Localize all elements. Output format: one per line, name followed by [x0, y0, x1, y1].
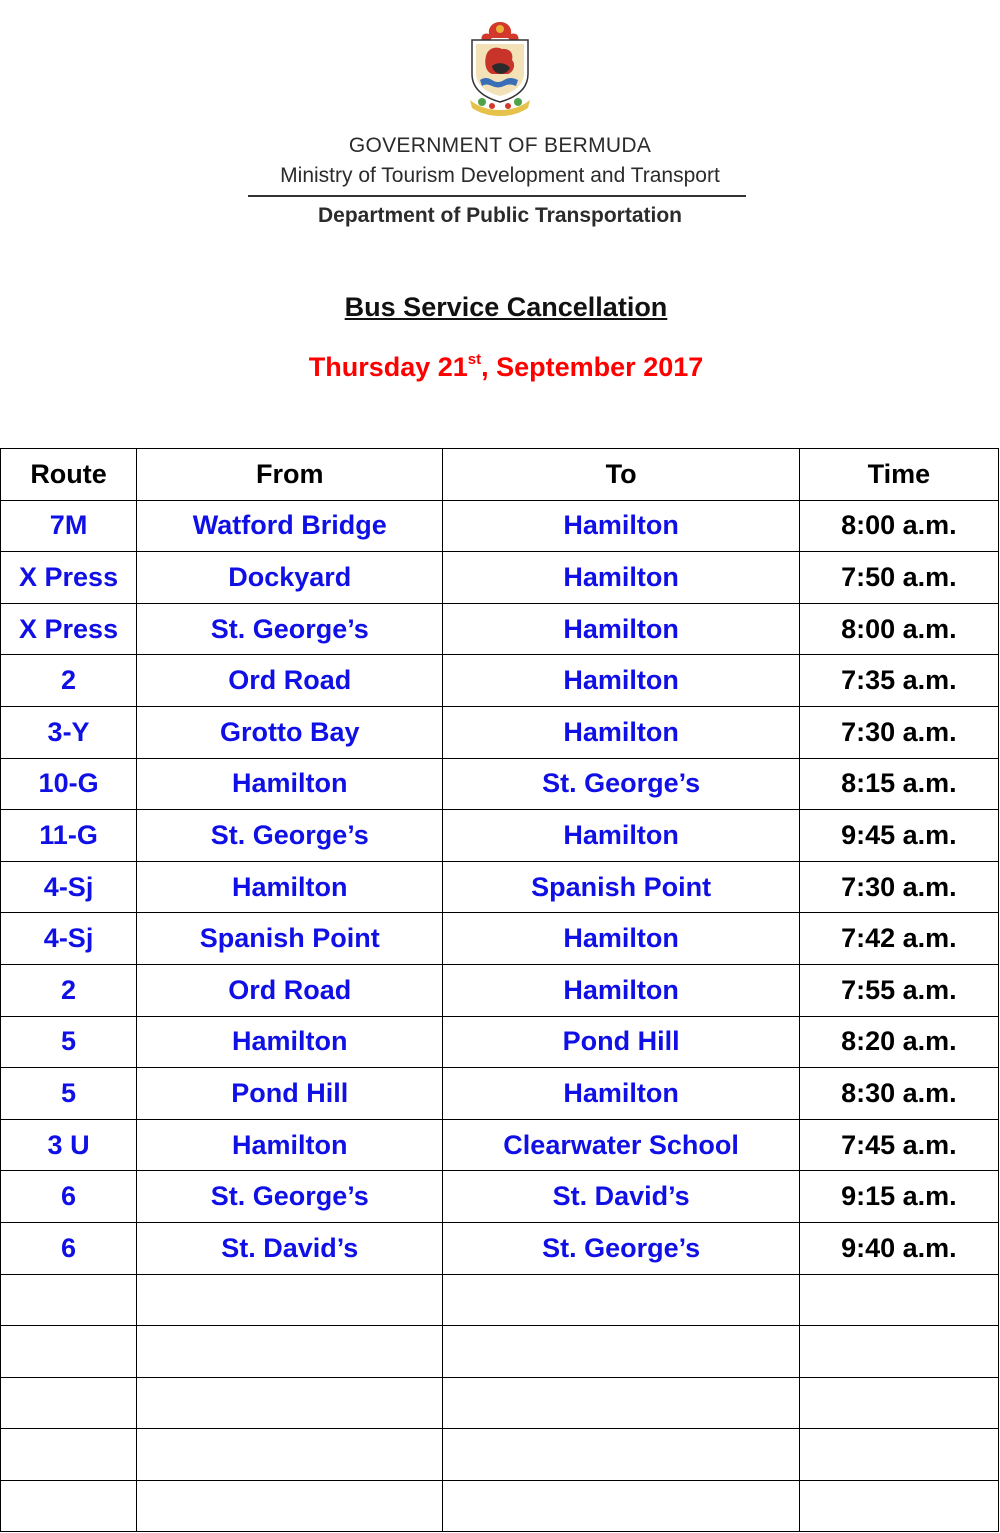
table-row	[1, 861, 999, 913]
letterhead-divider	[248, 195, 746, 197]
cell-route: 2	[1, 655, 137, 707]
cell-route	[1, 1377, 137, 1429]
table-header-row	[1, 449, 999, 501]
cell-from: St. David’s	[137, 1222, 443, 1274]
cell-time: 7:42 a.m.	[799, 913, 998, 965]
cell-time: 9:40 a.m.	[799, 1222, 998, 1274]
notice-date-suffix: st	[467, 351, 482, 368]
cell-time: 7:55 a.m.	[799, 964, 998, 1016]
cell-from: Watford Bridge	[137, 500, 443, 552]
cell-to: Hamilton	[443, 552, 799, 604]
table-row	[1, 913, 999, 965]
cell-time: 8:00 a.m.	[799, 500, 998, 552]
cell-route	[1, 1480, 137, 1532]
cell-to: St. George’s	[443, 758, 799, 810]
table-row	[1, 1326, 999, 1378]
cell-from: St. George’s	[137, 1171, 443, 1223]
cell-time	[799, 1274, 998, 1326]
table-row	[1, 964, 999, 1016]
cell-to: Hamilton	[443, 964, 799, 1016]
cell-time	[799, 1429, 998, 1481]
header-from: From	[137, 449, 443, 501]
cell-to: Pond Hill	[443, 1016, 799, 1068]
table-row	[1, 706, 999, 758]
cell-route: X Press	[1, 603, 137, 655]
cell-from: Grotto Bay	[137, 706, 443, 758]
cell-time	[799, 1326, 998, 1378]
table-row	[1, 1171, 999, 1223]
cell-from: Spanish Point	[137, 913, 443, 965]
cell-to: Clearwater School	[443, 1119, 799, 1171]
cell-route	[1, 1429, 137, 1481]
cell-time: 9:15 a.m.	[799, 1171, 998, 1223]
cell-to	[443, 1377, 799, 1429]
cell-time: 8:15 a.m.	[799, 758, 998, 810]
cell-time	[799, 1480, 998, 1532]
cell-to	[443, 1274, 799, 1326]
table-row	[1, 1429, 999, 1481]
cancellation-table	[0, 448, 999, 1532]
cell-route: 6	[1, 1171, 137, 1223]
table-row	[1, 1274, 999, 1326]
table-row	[1, 1480, 999, 1532]
cell-route: 11-G	[1, 810, 137, 862]
cell-route	[1, 1274, 137, 1326]
cell-from: Hamilton	[137, 1119, 443, 1171]
cell-from: St. George’s	[137, 603, 443, 655]
cell-from: Hamilton	[137, 1016, 443, 1068]
notice-title-text: Bus Service Cancellation	[344, 292, 668, 322]
table-row	[1, 500, 999, 552]
cell-route	[1, 1326, 137, 1378]
cell-from	[137, 1377, 443, 1429]
cell-to: St. George’s	[443, 1222, 799, 1274]
table-row	[1, 1016, 999, 1068]
cell-to: Hamilton	[443, 500, 799, 552]
cell-route: 5	[1, 1068, 137, 1120]
header-route: Route	[1, 449, 137, 501]
cell-time: 9:45 a.m.	[799, 810, 998, 862]
cell-to: Hamilton	[443, 913, 799, 965]
cell-from: Ord Road	[137, 655, 443, 707]
table-row	[1, 655, 999, 707]
cell-route: 5	[1, 1016, 137, 1068]
cell-to	[443, 1429, 799, 1481]
cell-time	[799, 1377, 998, 1429]
table-row	[1, 1222, 999, 1274]
cell-to: Spanish Point	[443, 861, 799, 913]
cell-from: Ord Road	[137, 964, 443, 1016]
cell-from: Hamilton	[137, 758, 443, 810]
header-time: Time	[799, 449, 998, 501]
cell-from	[137, 1429, 443, 1481]
cell-route: 7M	[1, 500, 137, 552]
government-name: GOVERNMENT OF BERMUDA	[348, 134, 652, 157]
cell-to: Hamilton	[443, 655, 799, 707]
cell-to: St. David’s	[443, 1171, 799, 1223]
table-row	[1, 552, 999, 604]
cell-route: 10-G	[1, 758, 137, 810]
notice-date-day: Thursday 21	[308, 352, 468, 382]
table-row	[1, 1377, 999, 1429]
notice-date	[0, 352, 1000, 383]
table-row	[1, 810, 999, 862]
table-row	[1, 758, 999, 810]
department-name: Department of Public Transportation	[317, 204, 683, 227]
table-row	[1, 603, 999, 655]
cell-time: 8:20 a.m.	[799, 1016, 998, 1068]
cell-route: 4-Sj	[1, 913, 137, 965]
notice-date-rest: , September 2017	[481, 352, 704, 382]
cell-to	[443, 1326, 799, 1378]
cell-from	[137, 1274, 443, 1326]
cell-route: 4-Sj	[1, 861, 137, 913]
cell-to: Hamilton	[443, 706, 799, 758]
cell-route: 2	[1, 964, 137, 1016]
ministry-name: Ministry of Tourism Development and Transport	[280, 164, 720, 187]
cell-from	[137, 1480, 443, 1532]
cell-time: 7:30 a.m.	[799, 706, 998, 758]
cell-time: 7:35 a.m.	[799, 655, 998, 707]
table-body	[1, 500, 999, 1532]
cell-time: 7:45 a.m.	[799, 1119, 998, 1171]
cell-from: Dockyard	[137, 552, 443, 604]
cell-from: Hamilton	[137, 861, 443, 913]
header-to: To	[443, 449, 799, 501]
cell-time: 8:30 a.m.	[799, 1068, 998, 1120]
cell-to: Hamilton	[443, 603, 799, 655]
cell-route: X Press	[1, 552, 137, 604]
cell-route: 3-Y	[1, 706, 137, 758]
cell-from	[137, 1326, 443, 1378]
cell-to: Hamilton	[443, 810, 799, 862]
cell-from: Pond Hill	[137, 1068, 443, 1120]
cell-time: 7:30 a.m.	[799, 861, 998, 913]
table-row	[1, 1068, 999, 1120]
cell-from: St. George’s	[137, 810, 443, 862]
cell-route: 3 U	[1, 1119, 137, 1171]
bermuda-coat-of-arms-icon	[462, 18, 538, 118]
cell-time: 7:50 a.m.	[799, 552, 998, 604]
cell-time: 8:00 a.m.	[799, 603, 998, 655]
table-row	[1, 1119, 999, 1171]
cell-to: Hamilton	[443, 1068, 799, 1120]
cell-to	[443, 1480, 799, 1532]
notice-title	[0, 292, 1000, 323]
cell-route: 6	[1, 1222, 137, 1274]
